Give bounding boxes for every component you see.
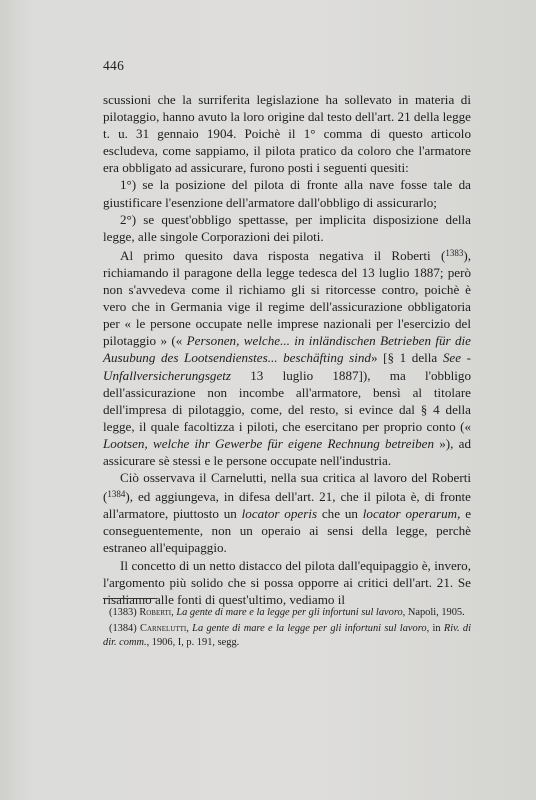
page-number: 446: [103, 58, 125, 73]
footnote-1383: (1383) Roberti, La gente di mare e la legge per gli infortuni sul lavoro, Napoli, 1905.: [109, 607, 465, 618]
footnote-number: (1383): [109, 607, 137, 618]
footnote-number: (1384): [109, 623, 137, 635]
question-1: 1°) se la posizione del pilota di fronte alla nave fosse tale da giustificare l'esenzione dell'armatore dall'obbligo di assicurarlo;: [103, 177, 471, 210]
main-text: [103, 91, 471, 608]
paragraph-roberti: [103, 245, 471, 469]
german-quote-1: Personen, welche... in inländischen Betrieben für die Ausubung des Lootsendienstes... beschäfting sind: [103, 333, 471, 366]
footnote-divider: [103, 598, 157, 599]
text-fragment: che un: [317, 506, 363, 522]
text-fragment: ), ed aggiungeva, in difesa dell'art. 21, che il pilota è, di fronte all'armatore, piuttosto un: [103, 489, 471, 522]
text-fragment: , e conseguentemente, non un operaio ai sensi della legge, perchè estraneo all'equipaggio.: [103, 506, 472, 556]
footnote-ref-1383: 1383: [445, 247, 464, 258]
latin-term-1: locator operis: [241, 506, 318, 522]
footnote-title: La gente di mare e la legge per gli infortuni sul lavoro: [176, 607, 403, 618]
footnote-rest: , Napoli, 1905.: [402, 607, 465, 618]
text-fragment: » [§ 1 della: [370, 350, 443, 366]
footnotes: [103, 606, 471, 652]
german-quote-2: Lootsen, welche ihr Gewerbe für eigene Rechnung betreiben: [103, 435, 434, 451]
footnote-title: La gente di mare e la legge per gli infortuni sul lavoro: [192, 623, 427, 635]
footnote-author: Roberti: [139, 607, 172, 618]
footnote-journal: Riv. di dir. comm.: [103, 623, 471, 648]
footnote-1384: (1384) Carnelutti, La gente di mare e la legge per gli infortuni sul lavoro, in Riv. di dir. comm., 1906, I, p. 191, segg.: [103, 623, 471, 648]
paragraph-intro: scussioni che la surriferita legislazione ha sollevato in materia di pilotaggio, hanno avuto la loro origine dal testo dell'art. 21 della legge t. u. 31 gennaio 1904. Poichè il 1° comma di questo articolo escludeva, come sappiamo, il pilota pratico da coloro che l'armatore era obbligato ad assicurare, furono posti i seguenti quesiti:: [103, 92, 471, 176]
text-fragment: 13 luglio 1887]), ma l'obbligo dell'assicurazione non incombe all'armatore, bensì al titolare dell'impresa di pilotaggio, come, del resto, si evince dal § 4 della legge, il quale facoltizza i piloti, che esercitano per proprio conto («: [103, 367, 471, 434]
footnote-ref-1384: 1384: [107, 489, 126, 500]
text-fragment: Ciò osservava il Carnelutti, nella sua critica al lavoro del Roberti (: [103, 470, 471, 505]
paragraph-concept: Il concetto di un netto distacco del pilota dall'equipaggio è, invero, l'argomento più solido che si possa opporre ai critici dell'art. 21. Se risaliamo alle fonti di quest'ultimo, vediamo il: [103, 557, 471, 607]
footnote-rest: , 1906, I, p. 191, segg.: [146, 636, 240, 648]
question-2: 2°) se quest'obbligo spettasse, per implicita disposizione della legge, alle singole Corporazioni dei piloti.: [103, 211, 471, 244]
text-fragment: »), ad assicurare sè stessi e le persone occupate nell'industria.: [103, 435, 471, 468]
latin-term-2: locator operarum: [362, 506, 458, 522]
footnote-author: Carnelutti: [140, 623, 187, 635]
text-fragment: ), richiamando il paragone della legge tedesca del 13 luglio 1887; però non s'avvedeva come il richiamo gli si ritorcesse contro, poichè è vero che in Germania vige il regime dell'assicurazione obbligatoria per « le persone occupate nelle imprese nazionali per l'esercizio del pilotaggio » («: [103, 247, 471, 349]
text-fragment: Al primo quesito dava risposta negativa il Roberti (: [120, 247, 446, 263]
paragraph-carnelutti: [103, 469, 471, 556]
footnote-connector: , in: [426, 623, 444, 635]
german-law-name: See - Unfallversicherungsgetz: [103, 350, 472, 383]
